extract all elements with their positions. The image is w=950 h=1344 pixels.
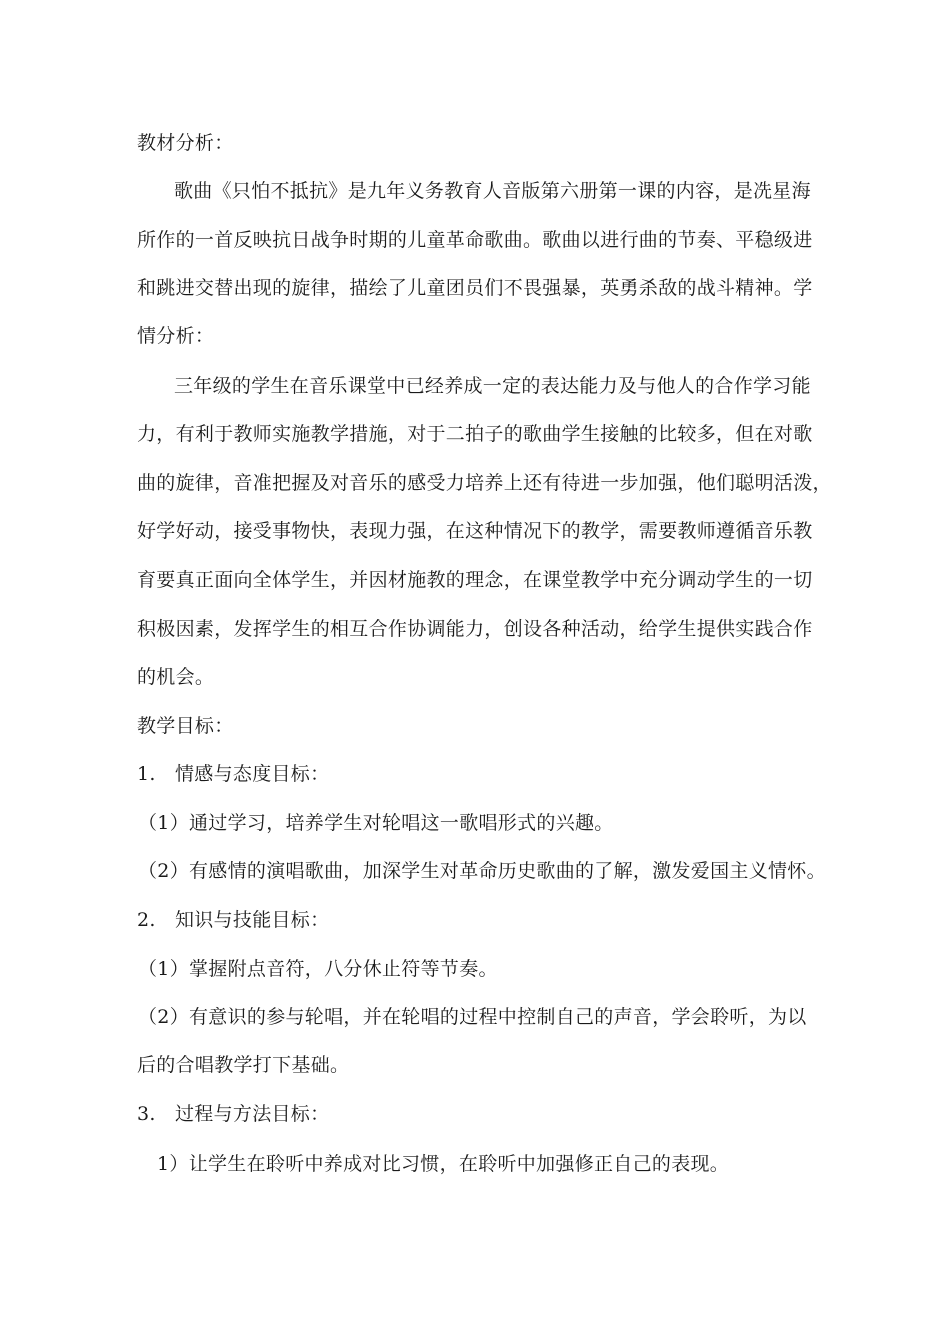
teaching-goals-heading: 教学目标：: [137, 715, 234, 737]
goal-2-item: （2）有意识的参与轮唱，并在轮唱的过程中控制自己的声音，学会聆听，为以: [138, 1006, 807, 1028]
goal-2-heading: [137, 908, 329, 932]
material-para-line: 歌曲《只怕不抵抗》是九年义务教育人音版第六册第一课的内容，是冼星海: [174, 180, 811, 202]
goal-2-title: 知识与技能目标：: [175, 909, 330, 931]
goal-3-number: 3.: [137, 1103, 156, 1125]
material-para-line: 所作的一首反映抗日战争时期的儿童革命歌曲。歌曲以进行曲的节奏、平稳级进: [137, 229, 813, 251]
student-para-line: 曲的旋律，音准把握及对音乐的感受力培养上还有待进一步加强，他们聪明活泼，: [137, 472, 832, 494]
goal-2-number: 2.: [137, 909, 156, 931]
goal-1-item: （1）通过学习，培养学生对轮唱这一歌唱形式的兴趣。: [138, 812, 614, 834]
goal-1-item: （2）有感情的演唱歌曲，加深学生对革命历史歌曲的了解，激发爱国主义情怀。: [138, 860, 826, 882]
goal-3-item: 1）让学生在聆听中养成对比习惯，在聆听中加强修正自己的表现。: [157, 1153, 730, 1175]
student-para-line: 好学好动，接受事物快，表现力强，在这种情况下的教学，需要教师遵循音乐教: [137, 520, 813, 542]
goal-2-item-continued: 后的合唱教学打下基础。: [137, 1054, 350, 1076]
student-para-line: 三年级的学生在音乐课堂中已经养成一定的表达能力及与他人的合作学习能: [174, 375, 811, 397]
material-analysis-heading: 教材分析：: [137, 132, 234, 154]
goal-1-heading: [137, 762, 329, 786]
student-analysis-heading: 情分析：: [137, 325, 215, 347]
goal-3-heading: [137, 1102, 329, 1126]
student-para-line: 育要真正面向全体学生，并因材施教的理念，在课堂教学中充分调动学生的一切: [137, 569, 813, 591]
student-para-line: 的机会。: [137, 666, 215, 688]
student-para-line: 力，有利于教师实施教学措施，对于二拍子的歌曲学生接触的比较多，但在对歌: [137, 423, 813, 445]
student-para-line: 积极因素，发挥学生的相互合作协调能力，创设各种活动，给学生提供实践合作: [137, 618, 813, 640]
goal-1-title: 情感与态度目标：: [175, 763, 330, 785]
goal-3-title: 过程与方法目标：: [175, 1103, 330, 1125]
goal-1-number: 1.: [137, 763, 156, 785]
material-para-line: 和跳进交替出现的旋律，描绘了儿童团员们不畏强暴，英勇杀敌的战斗精神。学: [137, 277, 813, 299]
goal-2-item: （1）掌握附点音符，八分休止符等节奏。: [138, 958, 498, 980]
